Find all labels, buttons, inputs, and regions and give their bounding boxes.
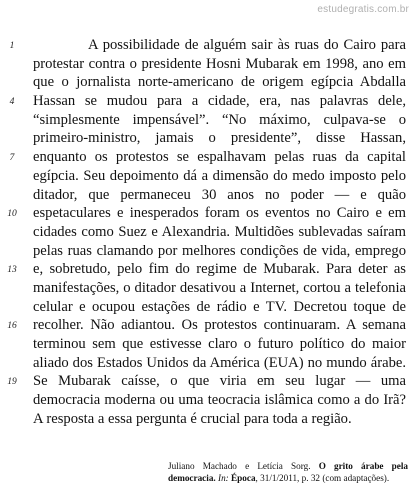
text-line xyxy=(0,36,417,55)
text-line xyxy=(0,260,417,279)
line-text: recolher. Não adiantou. Os protestos continuaram. A semana xyxy=(33,317,406,334)
text-line xyxy=(0,316,417,335)
text-line xyxy=(0,242,417,261)
text-line xyxy=(0,372,417,391)
article-text xyxy=(0,36,417,428)
line-text: ditador, que permaneceu 30 anos no poder — e quão xyxy=(33,186,406,203)
line-text: e, sobretudo, pelo fim do regime de Mubarak. Para deter as xyxy=(33,261,406,278)
line-text: egípcia. Seu depoimento dá a dimensão do medo imposto pelo xyxy=(33,167,406,184)
citation-authors: Juliano Machado e Letícia Sorg. xyxy=(168,461,311,471)
line-text: espetaculares e inesperados foram os eventos no Cairo e em xyxy=(33,205,406,222)
text-line xyxy=(0,129,417,148)
line-number: 7 xyxy=(9,153,15,164)
text-line xyxy=(0,167,417,186)
line-number: 10 xyxy=(7,209,17,220)
citation-source: Época xyxy=(231,472,256,483)
text-line xyxy=(0,335,417,354)
text-line xyxy=(0,148,417,167)
text-line xyxy=(0,223,417,242)
line-number: 13 xyxy=(7,265,17,276)
citation-in-label: In: xyxy=(218,472,229,483)
line-number: 16 xyxy=(7,321,17,332)
line-text: Se Mubarak caísse, o que viria em seu lugar — uma xyxy=(33,373,406,390)
line-text: A possibilidade de alguém sair às ruas do Cairo para xyxy=(88,37,406,53)
text-line xyxy=(0,55,417,74)
line-number: 1 xyxy=(9,41,15,51)
line-text: aliado dos Estados Unidos da América (EUA) no mundo árabe. xyxy=(33,354,406,371)
text-line xyxy=(0,410,417,429)
text-line xyxy=(0,298,417,317)
line-text: democracia moderna ou uma teocracia islâmica como a do Irã? xyxy=(33,392,406,409)
text-line xyxy=(0,186,417,205)
text-line xyxy=(0,279,417,298)
line-number: 4 xyxy=(9,97,15,108)
text-line xyxy=(0,111,417,130)
text-line xyxy=(0,73,417,92)
source-citation xyxy=(168,461,408,484)
line-text: que o jornalista norte-americano de origem egípcia Abdalla xyxy=(33,74,406,91)
line-text: pelas ruas clamando por melhores condições de vida, emprego xyxy=(33,242,406,259)
citation-details: , 31/1/2011, p. 32 (com adaptações). xyxy=(255,472,390,483)
text-line xyxy=(0,354,417,373)
line-text: celular e ocupou estações de rádio e TV. Decretou toque de xyxy=(33,298,406,315)
line-number: 19 xyxy=(7,377,17,388)
line-text: terminou sem que estivesse claro o futuro político do maior xyxy=(33,336,406,352)
line-text: cidades como Suez e Alexandria. Multidões sublevadas saíram xyxy=(33,223,406,240)
line-text: A resposta a essa pergunta é crucial para toda a região. xyxy=(33,410,352,427)
text-line xyxy=(0,204,417,223)
line-text: manifestações, o ditador desativou a Internet, cortou a telefonia xyxy=(33,279,406,296)
line-text: protestar contra o presidente Hosni Mubarak em 1998, ano em xyxy=(33,55,406,72)
line-text: Hassan se mudou para a cidade, era, nas palavras dele, xyxy=(33,93,406,110)
text-line xyxy=(0,92,417,111)
line-text: “simplesmente impensável”. “No máximo, culpava-se o xyxy=(33,111,406,128)
citation-title: O grito árabe pela democracia. xyxy=(168,461,409,483)
text-line xyxy=(0,391,417,410)
line-text: enquanto os protestos se espalhavam pelas ruas da capital xyxy=(33,149,406,166)
site-watermark: estudegratis.com.br xyxy=(317,4,409,15)
line-text: primeiro-ministro, jamais o presidente”, disse Hassan, xyxy=(33,130,406,147)
